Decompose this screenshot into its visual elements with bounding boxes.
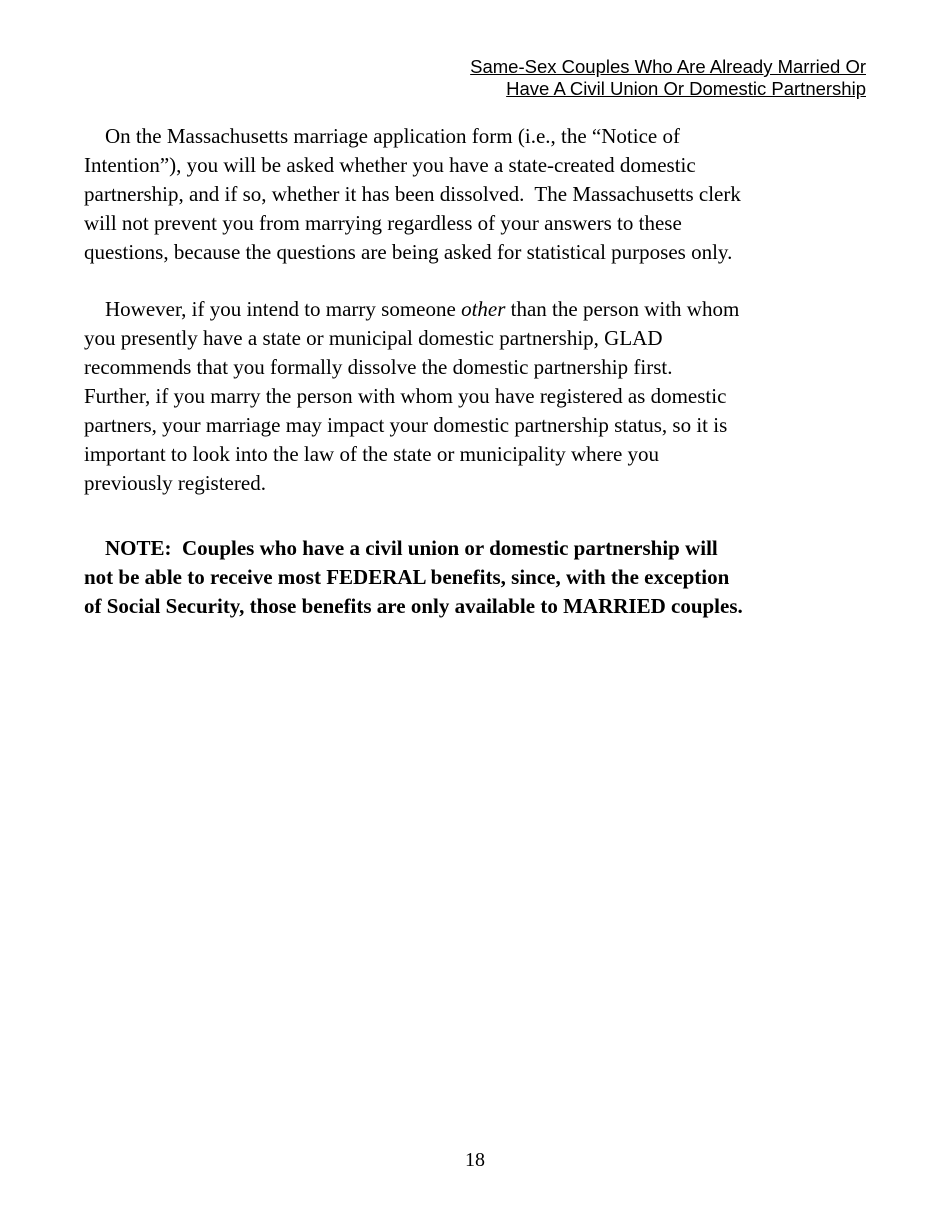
emphasized-text: other bbox=[461, 297, 506, 321]
text-line bbox=[84, 209, 884, 238]
text-line bbox=[84, 238, 884, 267]
text-line bbox=[84, 411, 884, 440]
text-segment: However, if you intend to marry someone bbox=[105, 297, 462, 321]
text-segment: important to look into the law of the state or municipality where you bbox=[84, 442, 660, 466]
text-line bbox=[84, 382, 884, 411]
text-segment: partners, your marriage may impact your domestic partnership status, so it is bbox=[84, 413, 728, 437]
text-line bbox=[84, 592, 884, 621]
text-line bbox=[84, 469, 884, 498]
text-line bbox=[84, 295, 884, 324]
text-line bbox=[84, 122, 884, 151]
text-segment: NOTE: Couples who have a civil union or domestic partnership will bbox=[105, 536, 718, 560]
running-header-line-1: Same-Sex Couples Who Are Already Married Or bbox=[470, 56, 866, 77]
page-number: 18 bbox=[465, 1149, 485, 1171]
text-line bbox=[84, 151, 884, 180]
text-line bbox=[84, 180, 884, 209]
running-header-line-2: Have A Civil Union Or Domestic Partnership bbox=[506, 77, 866, 99]
text-segment: On the Massachusetts marriage application form (i.e., the “Notice of bbox=[105, 124, 680, 148]
running-header bbox=[470, 56, 866, 99]
para-dissolve-recommendation bbox=[84, 295, 884, 498]
text-segment: Further, if you marry the person with whom you have registered as domestic bbox=[84, 384, 727, 408]
text-line bbox=[84, 324, 884, 353]
para-marriage-application bbox=[84, 122, 884, 267]
text-line bbox=[84, 563, 884, 592]
text-segment: questions, because the questions are being asked for statistical purposes only. bbox=[84, 240, 733, 264]
para-note-federal-benefits bbox=[84, 534, 884, 621]
text-segment: recommends that you formally dissolve the domestic partnership first. bbox=[84, 355, 673, 379]
body-paragraphs bbox=[84, 122, 884, 621]
text-segment: will not prevent you from marrying regardless of your answers to these bbox=[84, 211, 682, 235]
text-segment: you presently have a state or municipal domestic partnership, GLAD bbox=[84, 326, 663, 350]
text-line bbox=[84, 534, 884, 563]
text-segment: partnership, and if so, whether it has been dissolved. The Massachusetts clerk bbox=[84, 182, 741, 206]
text-segment: Intention”), you will be asked whether you have a state-created domestic bbox=[84, 153, 696, 177]
text-line bbox=[84, 353, 884, 382]
text-line bbox=[84, 440, 884, 469]
text-segment: than the person with whom bbox=[505, 297, 740, 321]
text-segment: previously registered. bbox=[84, 471, 266, 495]
text-segment: of Social Security, those benefits are only available to MARRIED couples. bbox=[84, 594, 743, 618]
text-segment: not be able to receive most FEDERAL benefits, since, with the exception bbox=[84, 565, 730, 589]
